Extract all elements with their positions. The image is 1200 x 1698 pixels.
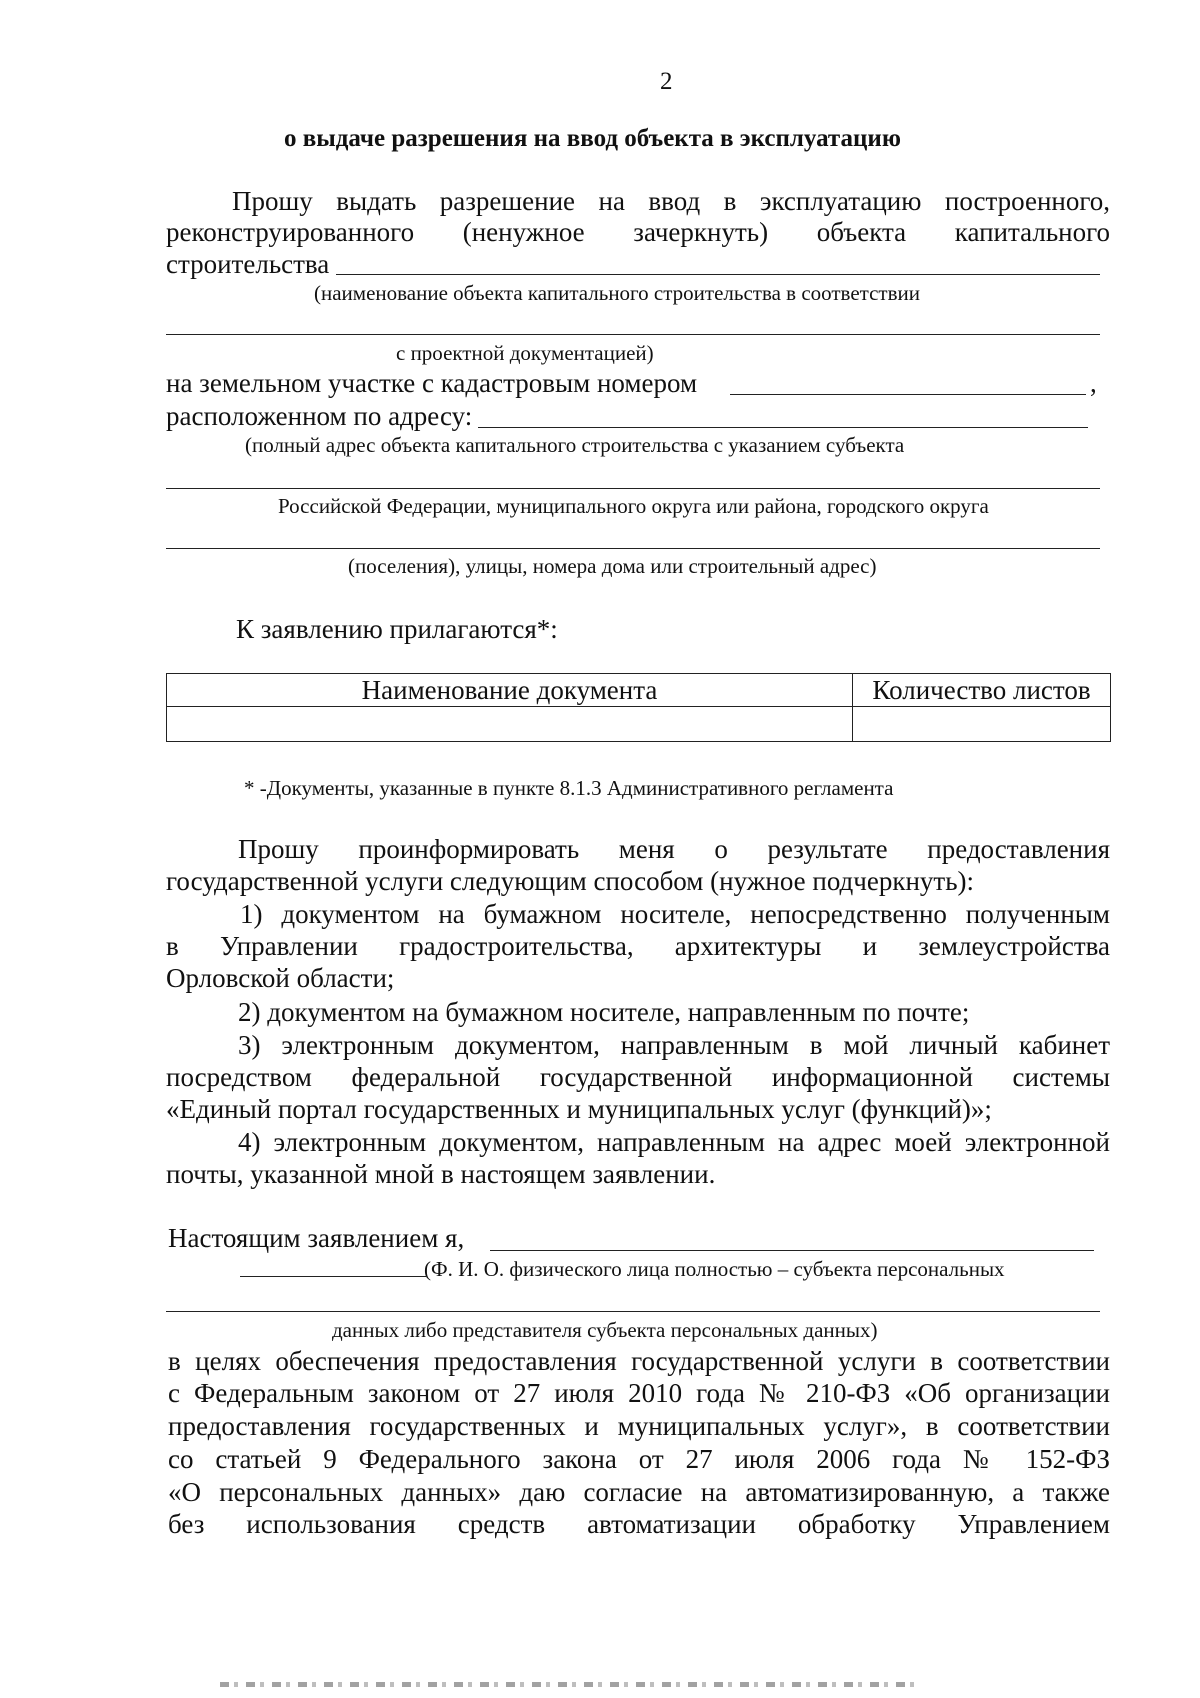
object-name-hint-2: с проектной документацией) [396,341,654,365]
inform-option-3-end: «Единый портал государственных и муниципальных услуг (функций)»; [166,1094,992,1124]
address-hint-3: (поселения), улицы, номера дома или строительный адрес) [348,554,877,578]
column-header-sheet-count: Количество листов [853,674,1111,707]
sheet-count-cell[interactable] [853,707,1111,742]
request-line-1: Прошу выдать разрешение на ввод в эксплуатацию построенного, [232,186,1110,216]
full-name-field-lead[interactable] [240,1276,426,1277]
inform-option-1[interactable]: 1) документом на бумажном носителе, непосредственно полученным [240,899,1110,929]
page-number: 2 [660,68,673,95]
attachments-heading: К заявлению прилагаются*: [236,614,558,644]
request-line-2: реконструированного (ненужное зачеркнуть) объекта капитального [166,217,1110,247]
inform-option-3[interactable]: 3) электронным документом, направленным в мой личный кабинет [238,1030,1110,1060]
inform-option-4-end: почты, указанной мной в настоящем заявлении. [166,1159,716,1189]
consent-line-1: в целях обеспечения предоставления государственной услуги в соответствии [168,1346,1110,1376]
cadastral-comma: , [1090,368,1097,398]
address-hint-2: Российской Федерации, муниципального округа или района, городского округа [278,494,989,518]
full-name-field-2[interactable] [166,1311,1100,1312]
address-field-3[interactable] [166,548,1100,549]
address-hint-1: (полный адрес объекта капитального строительства с указанием субъекта [245,433,905,457]
consent-line-2: с Федеральным законом от 27 июля 2010 года № 210-ФЗ «Об организации [168,1378,1110,1408]
request-line-3: строительства [166,249,330,279]
attachments-table [166,673,1111,742]
consent-line-3: предоставления государственных и муниципальных услуг», в соответствии [168,1411,1110,1441]
person-hint-2: данных либо представителя субъекта персональных данных) [332,1318,878,1342]
column-header-document-name: Наименование документа [167,674,853,707]
object-name-field[interactable] [336,274,1100,275]
inform-option-1-end: Орловской области; [166,963,395,993]
full-name-field[interactable] [490,1250,1094,1251]
scan-artifact-strip [220,1682,920,1687]
object-name-field-2[interactable] [166,334,1100,335]
document-name-cell[interactable] [167,707,853,742]
inform-option-4[interactable]: 4) электронным документом, направленным на адрес моей электронной [238,1127,1110,1157]
attachments-footnote: * -Документы, указанные в пункте 8.1.3 Административного регламента [244,776,894,800]
address-field[interactable] [478,427,1088,428]
inform-option-2[interactable]: 2) документом на бумажном носителе, направленным по почте; [238,997,970,1027]
cadastral-label: на земельном участке с кадастровым номером [166,368,698,398]
document-title: о выдаче разрешения на ввод объекта в эксплуатацию [284,125,901,152]
inform-line-1: Прошу проинформировать меня о результате предоставления [238,834,1110,864]
inform-option-1-cont: в Управлении градостроительства, архитектуры и землеустройства [166,931,1110,961]
address-field-2[interactable] [166,488,1100,489]
cadastral-number-field[interactable] [730,394,1086,395]
consent-line-5: «О персональных данных» даю согласие на автоматизированную, а также [168,1477,1110,1507]
address-label: расположенном по адресу: [166,401,473,431]
consent-intro: Настоящим заявлением я, [168,1223,465,1253]
consent-line-6: без использования средств автоматизации обработку Управлением [168,1509,1110,1539]
person-hint-1: (Ф. И. О. физического лица полностью – субъекта персональных [424,1257,1005,1281]
object-name-hint-1: (наименование объекта капитального строительства в соответствии [314,281,920,305]
inform-line-2: государственной услуги следующим способом (нужное подчеркнуть): [166,866,975,896]
inform-option-3-cont: посредством федеральной государственной информационной системы [166,1062,1110,1092]
consent-line-4: со статьей 9 Федерального закона от 27 июля 2006 года № 152-ФЗ [168,1444,1110,1474]
